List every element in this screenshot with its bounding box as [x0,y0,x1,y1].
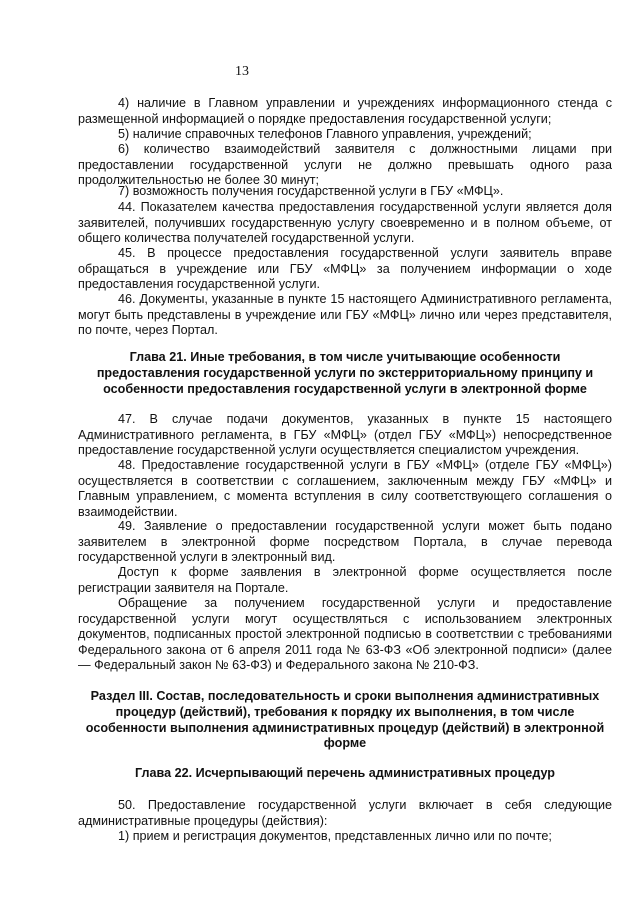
chapter-22-heading: Глава 22. Исчерпывающий перечень административных процедур [134,766,555,780]
paragraph-48: 48. Предоставление государственной услуги в ГБУ «МФЦ» (отделе ГБУ «МФЦ») осуществляется в соответствии с соглашением, заключенным между ГБУ «МФЦ» и Главным управлением, с момента вступления в силу соответствующего соглашения о взаимодействии. [78,458,612,519]
paragraph-6: 6) количество взаимодействий заявителя с должностными лицами при предоставлении государственной услуги не должно превышать одного раза продолжительностью не более 30 минут; [78,142,612,188]
paragraph-50: 50. Предоставление государственной услуги включает в себя следующие административные процедуры (действия): [78,798,612,828]
paragraph-7: 7) возможность получения государственной услуги в ГБУ «МФЦ». [118,184,504,198]
paragraph-49-electronic: Обращение за получением государственной услуги и предоставление государственной услуги могут осуществляться с использованием электронных документов, подписанных простой электронной подписью в соответствии с требованиями Федерального закона от 6 апреля 2011 года № 63-ФЗ «Об электронной подписи» (далее — Федеральный закон № 63-ФЗ) и Федерального закона № 210-ФЗ. [78,596,612,673]
paragraph-44: 44. Показателем качества предоставления государственной услуги является доля заявителей, получивших государственную услугу своевременно и в полном объеме, от общего количества получателей государственной услуги. [78,200,612,246]
paragraph-50-item-1: 1) прием и регистрация документов, представленных лично или по почте; [118,829,552,843]
chapter-21-heading: Глава 21. Иные требования, в том числе учитывающие особенности предоставления государственной услуги по экстерриториальному принципу и особенности предоставления государственной услуги в электронной форме [96,350,594,396]
paragraph-49-access: Доступ к форме заявления в электронной форме осуществляется после регистрации заявителя на Портале. [78,565,612,595]
paragraph-4: 4) наличие в Главном управлении и учреждениях информационного стенда с размещенной информацией о порядке предоставления государственной услуги; [78,96,612,126]
paragraph-45: 45. В процессе предоставления государственной услуги заявитель вправе обращаться в учреждение или ГБУ «МФЦ» за получением информации о ходе предоставления государственной услуги. [78,246,612,292]
page-number: 13 [235,64,249,79]
paragraph-5: 5) наличие справочных телефонов Главного управления, учреждений; [118,127,532,141]
paragraph-46: 46. Документы, указанные в пункте 15 настоящего Административного регламента, могут быть представлены в учреждение или ГБУ «МФЦ» лично или через представителя, по почте, через Портал. [78,292,612,338]
section-3-heading: Раздел III. Состав, последовательность и сроки выполнения административных процедур (действий), требования к порядку их выполнения, в том числе особенности выполнения административных процедур (действий) в электронной форме [85,689,605,751]
paragraph-49: 49. Заявление о предоставлении государственной услуги может быть подано заявителем в электронной форме посредством Портала, в случае перевода государственной услуги в электронный вид. [78,519,612,565]
paragraph-47: 47. В случае подачи документов, указанных в пункте 15 настоящего Административного регламента, в ГБУ «МФЦ» (отдел ГБУ «МФЦ») непосредственное предоставление государственной услуги осуществляется специалистом учреждения. [78,412,612,458]
